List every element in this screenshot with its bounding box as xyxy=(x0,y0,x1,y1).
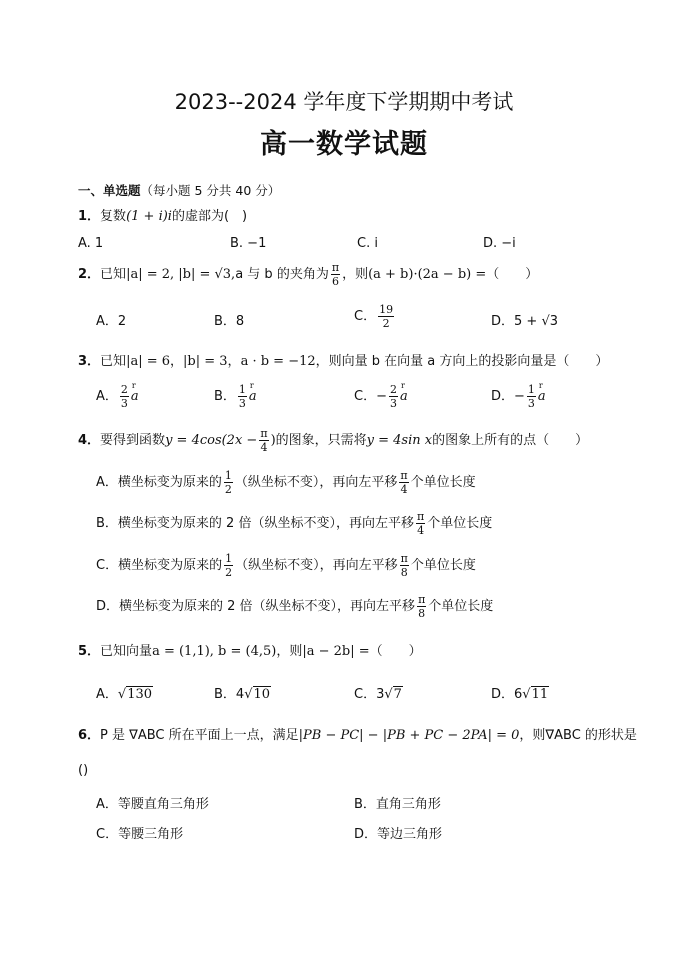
math-expression: y = 4sin x xyxy=(366,433,433,448)
math-expression: |a − 2b| = xyxy=(302,644,370,659)
option-b: B．8 xyxy=(214,314,245,329)
question-number: 1． xyxy=(78,209,101,224)
section-label: 一、单选题 xyxy=(78,183,141,198)
option-d: D. −i xyxy=(483,236,516,251)
question-text: ，则向量 b 在向量 a 方向上的投影向量是（ ） xyxy=(315,354,609,369)
question-text: 已知 xyxy=(100,354,127,369)
option-a: A．2 xyxy=(96,314,127,329)
section-header xyxy=(78,181,280,199)
math-expression: |b| = 3 xyxy=(183,354,228,369)
question-text: （ ） xyxy=(486,267,539,282)
option-a: A．横坐标变为原来的 $\frac{1}{2}$ （纵坐标不变），再向左平移 $\frac{\pi}{4}$ 个单位长度 xyxy=(96,469,476,496)
question-text: P 是 ∇ABC 所在平面上一点，满足 xyxy=(100,728,299,743)
option-c: C．等腰三角形 xyxy=(96,827,184,842)
option-d: D．等边三角形 xyxy=(354,827,443,842)
math-expression: y = 4cos(2x − xyxy=(165,433,258,448)
section-note: （每小题 5 分共 40 分） xyxy=(140,183,281,198)
option-d: D．横坐标变为原来的 2 倍（纵坐标不变），再向左平移 $\frac{\pi}{8}$ 个单位长度 xyxy=(96,593,494,620)
question-text: ，则∇ABC 的形状是 xyxy=(519,728,637,743)
option-a: A． $\frac{2}{3}$ r a xyxy=(96,384,139,409)
option-b: B. −1 xyxy=(230,236,267,251)
option-a: A．等腰直角三角形 xyxy=(96,797,209,812)
question-text: 的图象上所有的点（ ） xyxy=(432,433,589,448)
fraction: $\frac{\pi}{6}$ xyxy=(331,261,340,288)
question-4: 4．要得到函数y = 4cos(2x − $\frac{\pi}{4}$ )的图象，只需将y = 4sin x的图象上所有的点（ ） xyxy=(78,427,589,454)
question-6 xyxy=(78,724,637,743)
question-text: 要得到函数 xyxy=(100,433,166,448)
question-text: ，则 xyxy=(276,644,303,659)
option-b: B． $\frac{1}{3}$ r a xyxy=(214,384,257,409)
fraction: $\frac{\pi}{8}$ xyxy=(400,552,408,579)
question-text: 已知 xyxy=(100,267,127,282)
fraction: $\frac{1}{3}$ xyxy=(238,383,246,410)
question-text: 的图象，只需将 xyxy=(275,433,367,448)
question-number: 3． xyxy=(78,354,101,369)
fraction: $\frac{\pi}{4}$ xyxy=(400,469,408,496)
math-expression: a · b = −12 xyxy=(240,354,316,369)
fraction: $\frac{2}{3}$ xyxy=(120,383,128,410)
math-expression: |a| = 2, |b| = √3, xyxy=(126,267,236,282)
question-1 xyxy=(78,205,247,224)
option-a: A. 1 xyxy=(78,236,104,251)
question-text: 已知向量 xyxy=(100,644,153,659)
question-text: （ ） xyxy=(369,644,422,659)
option-b: B．4√10 xyxy=(214,687,271,702)
option-d: D．− $\frac{1}{3}$ r a xyxy=(491,384,546,409)
option-c: C．横坐标变为原来的 $\frac{1}{2}$ （纵坐标不变），再向左平移 $\frac{\pi}{8}$ 个单位长度 xyxy=(96,552,476,579)
question-number: 6． xyxy=(78,728,101,743)
question-text: a 与 b 的夹角为 xyxy=(235,267,329,282)
exam-year-title: 2023--2024 学年度下学期期中考试 xyxy=(174,90,514,114)
question-text: 复数 xyxy=(100,209,127,224)
option-a: A．√130 xyxy=(96,687,153,702)
option-c: C．3√7 xyxy=(354,687,402,702)
option-c: C． $\frac{19}{2}$ xyxy=(354,303,394,330)
question-text: ，则 xyxy=(342,267,369,282)
math-expression: (a + b)·(2a − b) = xyxy=(368,267,487,282)
option-c: C. i xyxy=(357,236,378,251)
option-b: B．横坐标变为原来的 2 倍（纵坐标不变），再向左平移 $\frac{\pi}{4}$ 个单位长度 xyxy=(96,510,493,537)
exam-subject-title: 高一数学试题 xyxy=(260,129,428,160)
fraction: $\frac{\pi}{4}$ xyxy=(260,427,268,454)
fraction: $\frac{19}{2}$ xyxy=(379,303,394,330)
fraction: $\frac{2}{3}$ xyxy=(389,383,397,410)
math-expression: (1 + i)i xyxy=(126,209,172,224)
fraction: $\frac{1}{2}$ xyxy=(224,469,232,496)
fraction: $\frac{\pi}{8}$ xyxy=(418,593,426,620)
question-text: () xyxy=(78,763,89,778)
option-d: D．6√11 xyxy=(491,687,549,702)
question-5 xyxy=(78,640,422,659)
option-b: B．直角三角形 xyxy=(354,797,441,812)
question-number: 5． xyxy=(78,644,101,659)
question-number: 2． xyxy=(78,267,101,282)
math-expression: a = (1,1), b = (4,5) xyxy=(152,644,277,659)
fraction: $\frac{1}{2}$ xyxy=(225,552,233,579)
question-3: 3．已知|a| = 6，|b| = 3，a · b = −12，则向量 b 在向量 a 方向上的投影向量是（ ） xyxy=(78,354,609,369)
question-2 xyxy=(78,262,538,287)
option-c: C．− $\frac{2}{3}$ r a xyxy=(354,384,408,409)
option-d: D．5 + √3 xyxy=(491,314,558,329)
fraction: $\frac{\pi}{4}$ xyxy=(416,510,425,537)
math-expression: |PB − PC| − |PB + PC − 2PA| = 0 xyxy=(298,728,520,743)
question-text: 的虚部为( ) xyxy=(171,209,248,224)
question-number: 4． xyxy=(78,433,101,448)
math-expression: |a| = 6 xyxy=(126,354,171,369)
fraction: $\frac{1}{3}$ xyxy=(527,383,535,410)
